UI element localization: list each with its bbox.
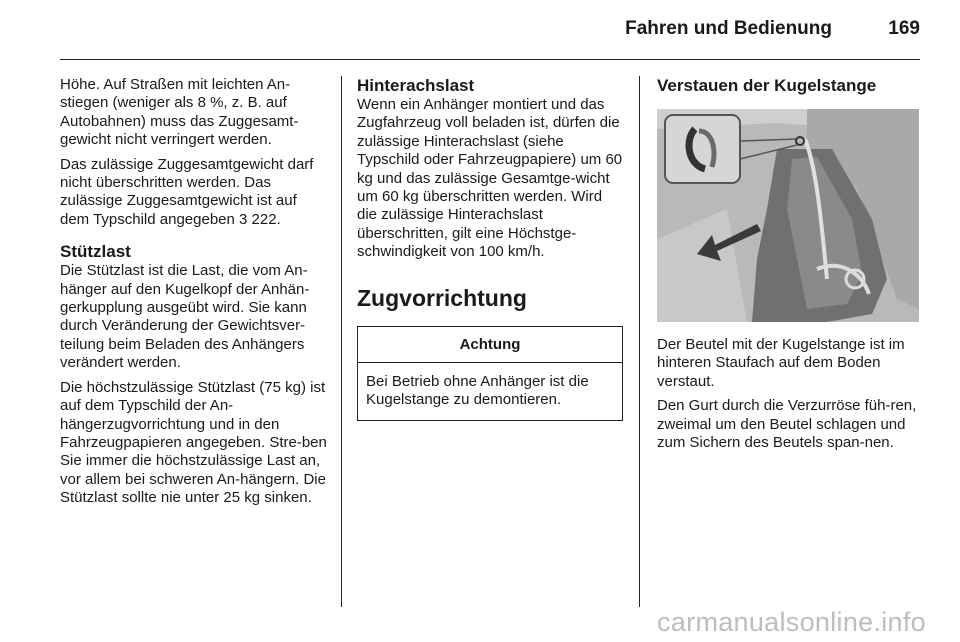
heading-zugvorrichtung: Zugvorrichtung — [357, 284, 527, 311]
notice-title: Achtung — [358, 327, 622, 363]
column-divider-1 — [341, 76, 342, 607]
notice-box — [357, 326, 623, 421]
header-rule — [60, 59, 920, 60]
watermark: carmanualsonline.info — [657, 607, 926, 637]
heading-verstauen: Verstauen der Kugelstange — [657, 76, 877, 95]
permissible-weight-text: Das zulässige Zuggesamtgewicht darf nicht überschritten werden. Das zulässige Zuggesamtgewicht ist auf dem Typschild angegeben — [60, 155, 314, 228]
page-reference-number: 222. — [251, 210, 281, 228]
paragraph-stuetzlast-definition: Die Stützlast ist die Last, die vom An-hänger auf den Kugelkopf der Anhän-gerkupplung ausgeübt wird. Sie kann durch Veränderung der Gewichtsver-teilung beim Beladen des Anhängers verändert werden. — [60, 262, 310, 372]
page-number: 169 — [888, 18, 920, 39]
paragraph-trailer-weight: Höhe. Auf Straßen mit leichten An-stiegen (weniger als 8 %, z. B. auf Autobahnen) muss das Zuggesamt-gewicht nicht verringert werden. — [60, 76, 299, 149]
page-reference[interactable] — [239, 211, 281, 228]
heading-hinterachslast: Hinterachslast — [357, 76, 475, 95]
paragraph-stuetzlast-max: Die höchstzulässige Stützlast (75 kg) ist auf dem Typschild der An-hängerzugvorrichtung und in den Fahrzeugpapieren angegeben. Stre-ben Sie immer die höchstzulässige Last an, vor allem bei schweren An-hängern. Die Stützlast sollte nie unter 25 kg sinken. — [60, 378, 327, 507]
cross-reference-icon: 3 — [239, 210, 248, 228]
column-1 — [60, 76, 328, 514]
column-2 — [357, 76, 623, 421]
paragraph-bag-location: Der Beutel mit der Kugelstange ist im hinteren Staufach auf dem Boden verstaut. — [657, 336, 905, 390]
column-divider-2 — [639, 76, 640, 607]
notice-text: Bei Betrieb ohne Anhänger ist die Kugelstange zu demontieren. — [366, 373, 589, 409]
paragraph-permissible-weight — [60, 156, 328, 230]
column-3 — [657, 76, 923, 458]
header-title: Fahren und Bedienung — [625, 18, 832, 39]
tow-bar-bag-illustration — [657, 109, 919, 322]
heading-stuetzlast: Stützlast — [60, 242, 131, 262]
paragraph-hinterachslast: Wenn ein Anhänger montiert und das Zugfahrzeug voll beladen ist, dürfen die zulässige Hinterachslast (siehe Typschild oder Fahrzeugpapiere) um 60 kg und das zulässige Gesamtge-wicht um 60 kg überschritten werden. Wird die zulässige Hinterachslast überschritten, gilt eine Höchstge-schwindigkeit von 100 km/h. — [357, 96, 623, 261]
paragraph-strap-instructions: Den Gurt durch die Verzurröse füh-ren, zweimal um den Beutel schlagen und zum Sichern des Beutels span-nen. — [657, 397, 917, 452]
